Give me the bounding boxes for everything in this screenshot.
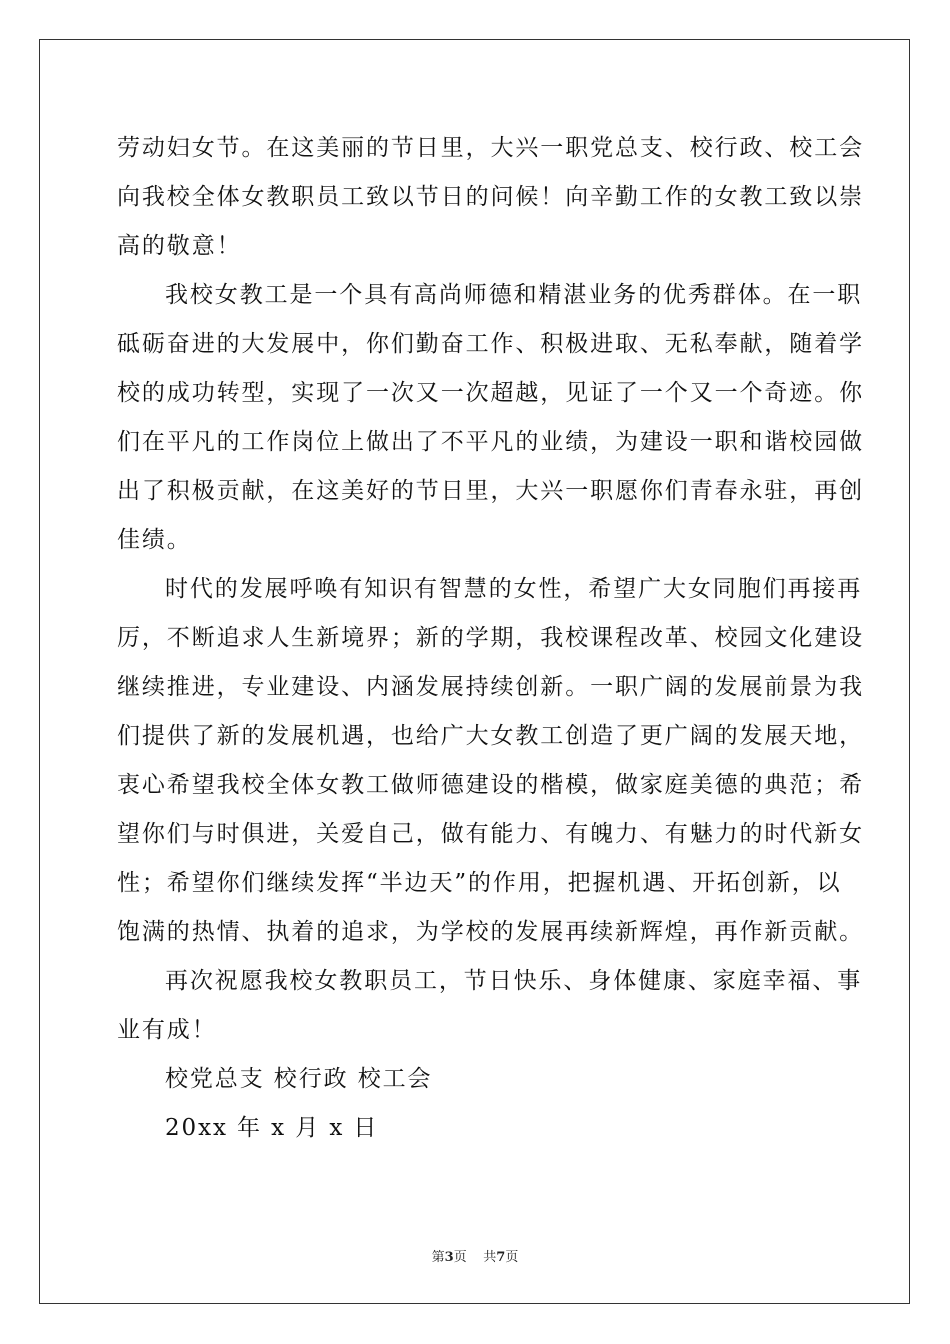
date-line: 20xx 年 x 月 x 日 — [165, 1115, 379, 1141]
text-line: 厉，不断追求人生新境界；新的学期，我校课程改革、校园文化建设 — [117, 625, 864, 651]
text-line: 业有成！ — [117, 1017, 217, 1043]
text-line: 们在平凡的工作岗位上做出了不平凡的业绩，为建设一职和谐校园做 — [117, 429, 864, 455]
text-line: 佳绩。 — [117, 527, 192, 553]
text-line: 校的成功转型，实现了一次又一次超越，见证了一个又一个奇迹。你 — [117, 380, 864, 406]
page-total: 7 — [496, 1250, 506, 1265]
text-line: 衷心希望我校全体女教工做师德建设的楷模，做家庭美德的典范；希 — [117, 772, 864, 798]
text-line: 我校女教工是一个具有高尚师德和精湛业务的优秀群体。在一职 — [165, 282, 863, 308]
text-line: 继续推进，专业建设、内涵发展持续创新。一职广阔的发展前景为我 — [117, 674, 864, 700]
signature-line: 校党总支 校行政 校工会 — [165, 1066, 433, 1092]
text-line: 饱满的热情、执着的追求，为学校的发展再续新辉煌，再作新贡献。 — [117, 919, 864, 945]
text-line: 性；希望你们继续发挥“半边天”的作用，把握机遇、开拓创新，以 — [117, 870, 842, 896]
total-suffix: 页 — [505, 1250, 519, 1265]
total-prefix: 共 — [483, 1250, 497, 1265]
text-line: 再次祝愿我校女教职员工，节日快乐、身体健康、家庭幸福、事 — [165, 968, 863, 994]
text-line: 们提供了新的发展机遇，也给广大女教工创造了更广阔的发展天地， — [117, 723, 864, 749]
text-line: 劳动妇女节。在这美丽的节日里，大兴一职党总支、校行政、校工会 — [117, 135, 864, 161]
text-line: 时代的发展呼唤有知识有智慧的女性，希望广大女同胞们再接再 — [165, 576, 863, 602]
text-line: 望你们与时俱进，关爱自己，做有能力、有魄力、有魅力的时代新女 — [117, 821, 864, 847]
page-prefix: 第 — [431, 1250, 445, 1265]
text-line: 高的敬意！ — [117, 233, 242, 259]
text-line: 向我校全体女教职员工致以节日的问候！向辛勤工作的女教工致以崇 — [117, 184, 864, 210]
text-line: 砥砺奋进的大发展中，你们勤奋工作、积极进取、无私奉献，随着学 — [117, 331, 864, 357]
text-line: 出了积极贡献，在这美好的节日里，大兴一职愿你们青春永驻，再创 — [117, 478, 864, 504]
page-suffix: 页 — [453, 1250, 467, 1265]
page-footer — [0, 1246, 950, 1265]
page-current: 3 — [444, 1250, 454, 1265]
document-body — [117, 124, 864, 1153]
